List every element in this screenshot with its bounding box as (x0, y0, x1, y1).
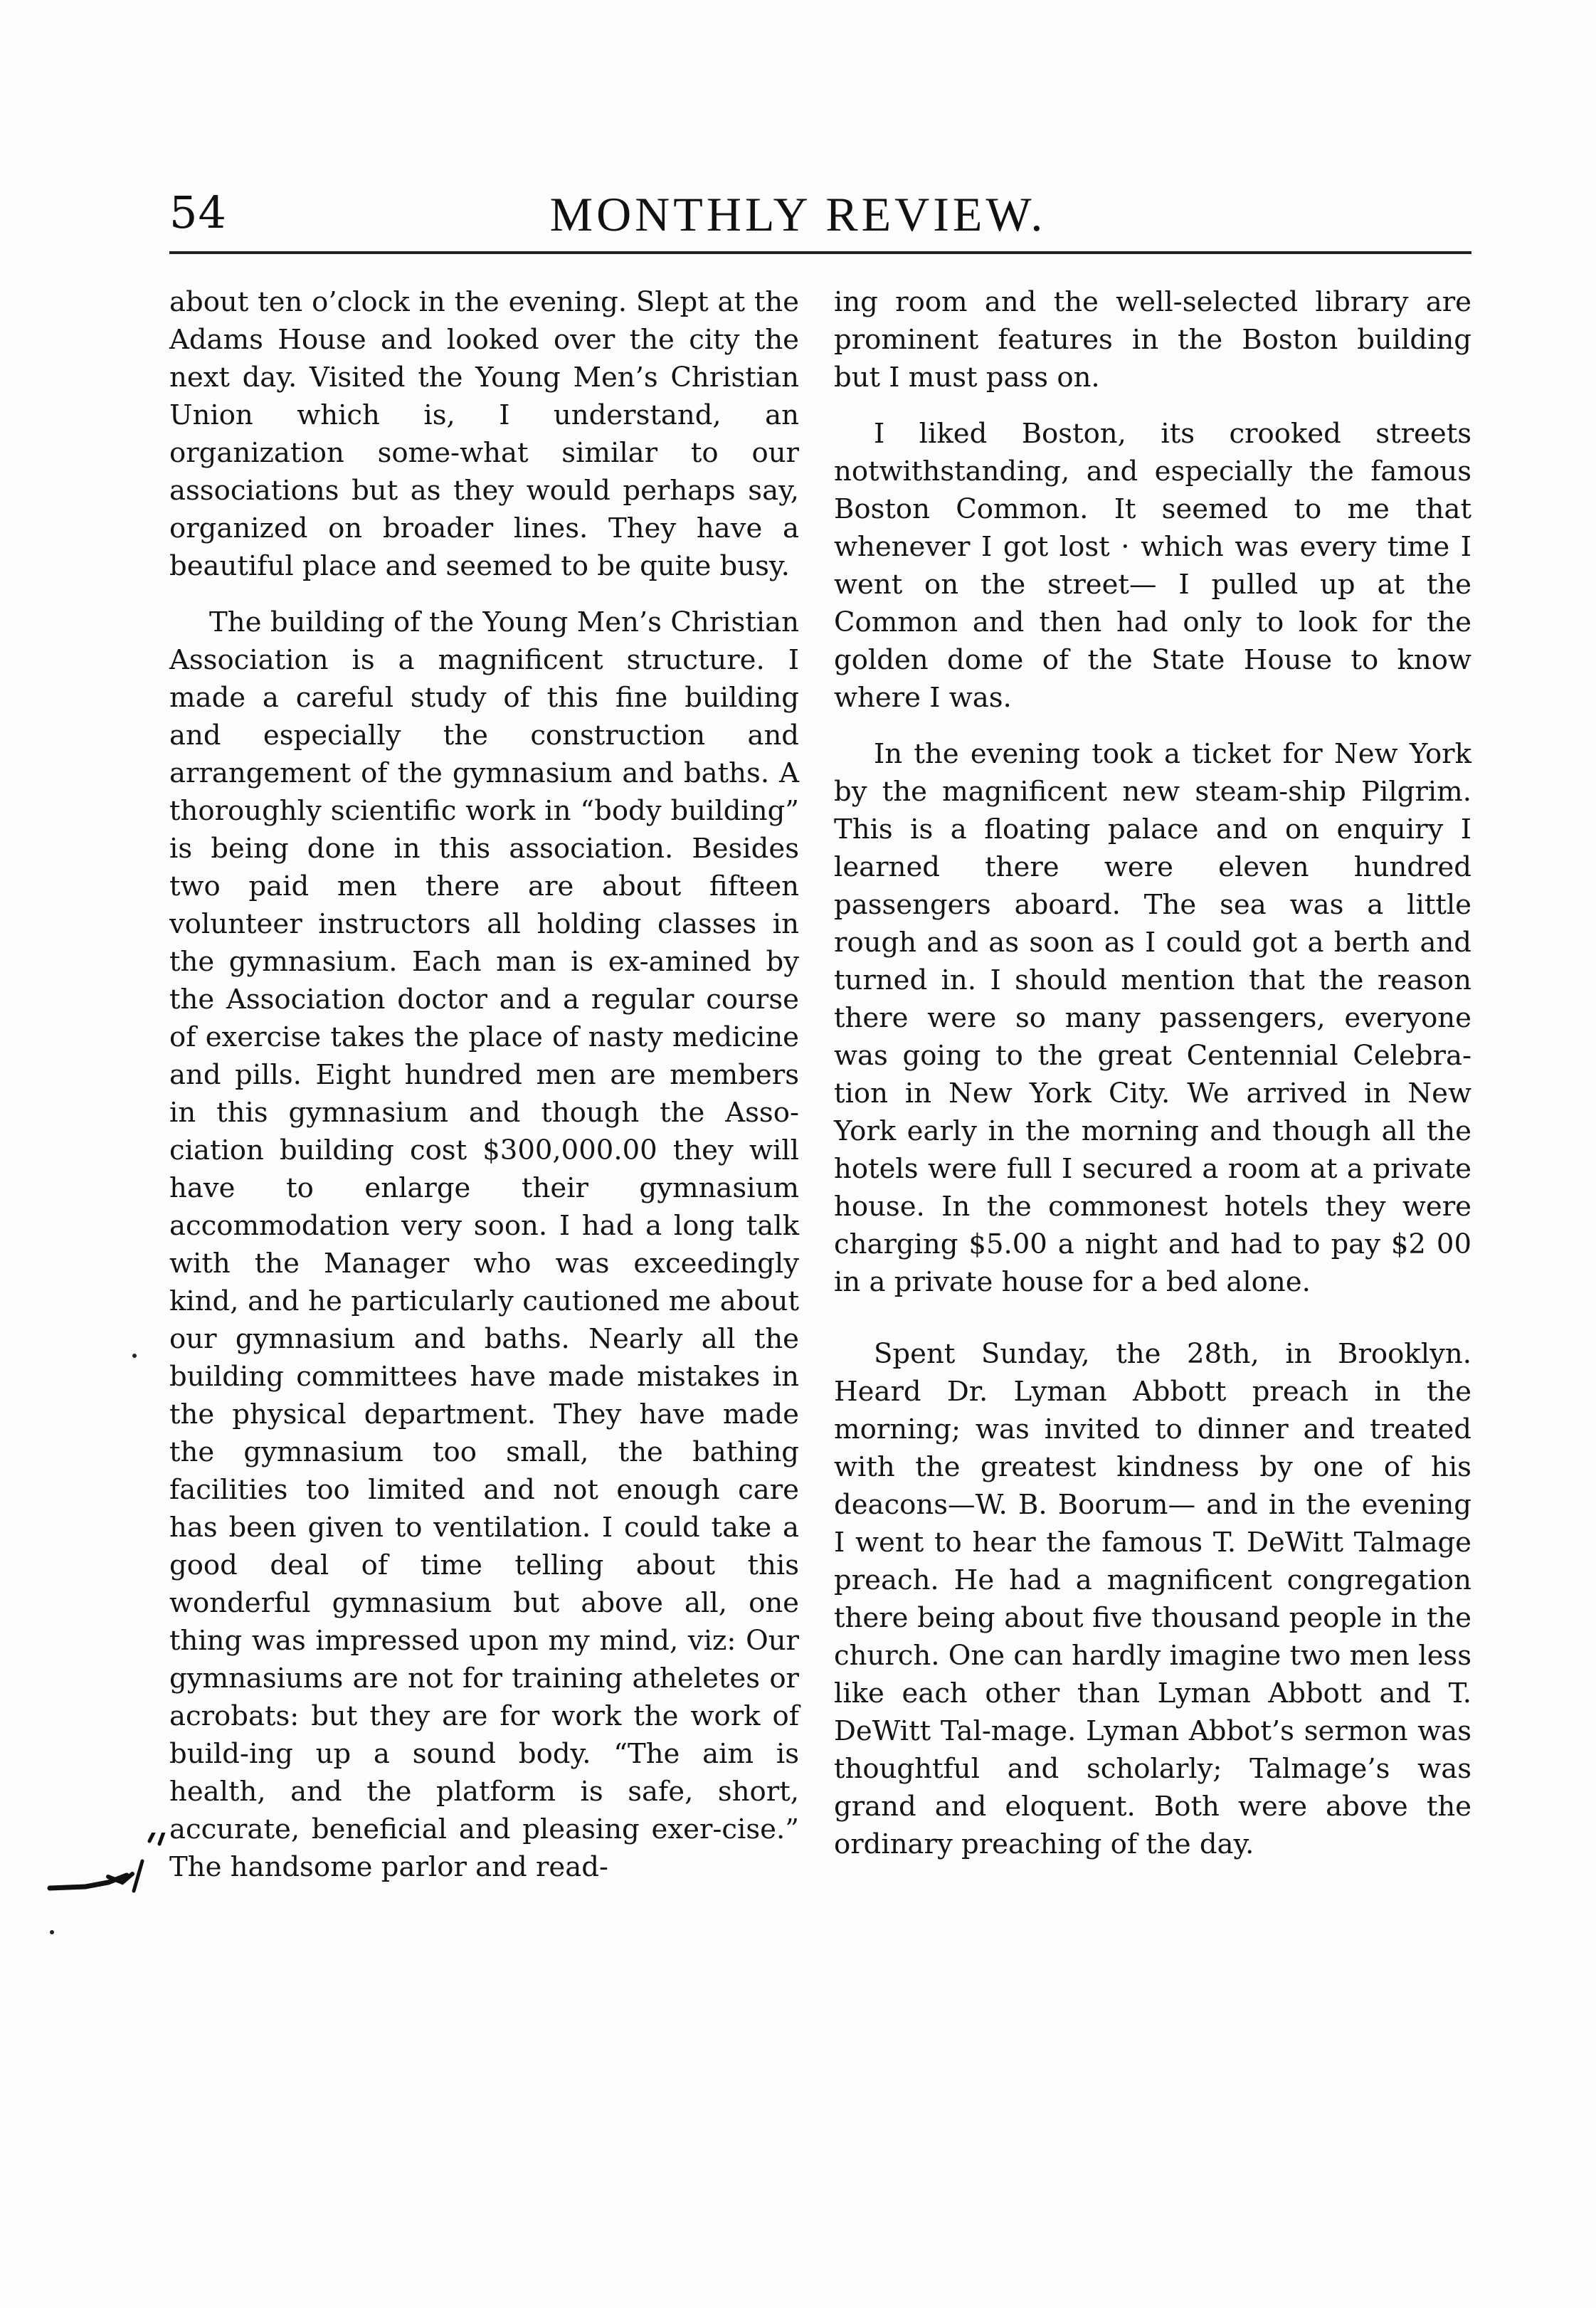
right-paragraph-4: Spent Sunday, the 28th, in Brooklyn. Heard Dr. Lyman Abbott preach in the morning; was invited to dinner and treated with the greatest kindness by one of his deacons—W. B. Boorum— and in the evening I went to hear the famous T. DeWitt Talmage preach. He had a magnificent congregation there being about five thousand people in the church. One can hardly imagine two men less like each other than Lyman Abbott and T. DeWitt Tal-mage. Lyman Abbot’s sermon was thoughtful and scholarly; Talmage’s was grand and eloquent. Both were above the ordinary preaching of the day. (834, 1338, 1471, 1860)
header-rule (169, 251, 1471, 254)
page-number: 54 (169, 186, 227, 238)
handwritten-margin-mark (43, 1833, 171, 1911)
right-paragraph-1: ing room and the well-selected library are prominent features in the Boston building but I must pass on. (834, 286, 1471, 394)
margin-dot (132, 1354, 137, 1358)
margin-dot (50, 1930, 54, 1934)
right-paragraph-2: I liked Boston, its crooked streets notwithstanding, and especially the famous Boston Common. It seemed to me that whenever I got lost · which was every time I went on the street— I pulled up at the Common and then had only to look for the golden dome of the State House to know where I was. (834, 418, 1471, 714)
running-title: MONTHLY REVIEW. (549, 187, 1047, 241)
right-column (834, 283, 1471, 1863)
right-paragraph-3: In the evening took a ticket for New York by the magnificent new steam-ship Pilgrim. This is a floating palace and on enquiry I learned there were eleven hundred passengers aboard. The sea was a little rough and as soon as I could got a berth and turned in. I should mention that the reason there were so many passengers, everyone was going to the great Centennial Celebra-tion in New York City. We arrived in New York early in the morning and though all the hotels were full I secured a room at a private house. In the commonest hotels they were charging $5.00 a night and had to pay $2 00 in a private house for a bed alone. (834, 738, 1471, 1298)
page-header (0, 186, 1596, 251)
left-paragraph-1: about ten o’clock in the evening. Slept at the Adams House and looked over the city the next day. Visited the Young Men’s Christian Union which is, I understand, an organization some-what similar to our associations but as they would perhaps say, organized on broader lines. They have a beautiful place and seemed to be quite busy. (169, 286, 799, 582)
left-paragraph-2: The building of the Young Men’s Christian Association is a magnificent structure. I made a careful study of this fine building and especially the construction and arrangement of the gymnasium and baths. A thoroughly scientific work in “body building” is being done in this association. Besides two paid men there are about fifteen volunteer instructors all holding classes in the gymnasium. Each man is ex-amined by the Association doctor and a regular course of exercise takes the place of nasty medicine and pills. Eight hundred men are members in this gymnasium and though the Asso-ciation building cost $300,000.00 they will have to enlarge their gymnasium accommodation very soon. I had a long talk with the Manager who was exceedingly kind, and he particularly cautioned me about our gymnasium and baths. Nearly all the building committees have made mistakes in the physical department. They have made the gymnasium too small, the bathing facilities too limited and not enough care has been given to ventilation. I could take a good deal of time telling about this wonderful gymnasium but above all, one thing was impressed upon my mind, viz: Our gymnasiums are not for training atheletes or acrobats: but they are for work the work of build-ing up a sound body. “The aim is health, and the platform is safe, short, accurate, beneficial and pleasing exer-cise.” The handsome parlor and read- (169, 606, 799, 1883)
left-column (169, 283, 799, 1886)
